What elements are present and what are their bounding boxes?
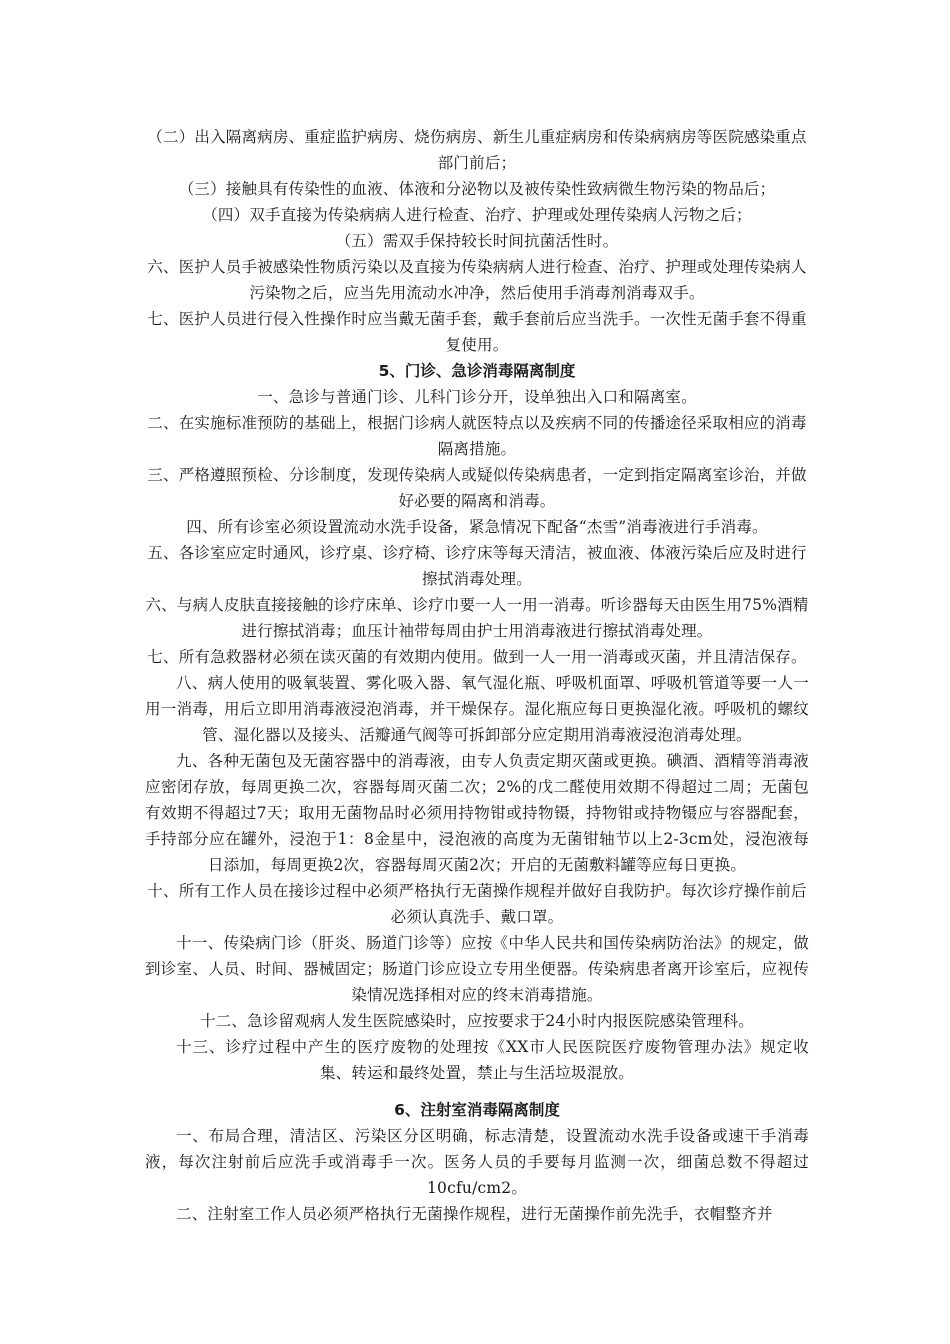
paragraph: 一、布局合理，清洁区、污染区分区明确，标志清楚，设置流动水洗手设备或速干手消毒液，每次注射前后应洗手或消毒手一次。医务人员的手要每月监测一次，细菌总数不得超过10cfu/cm2。 (145, 1127, 809, 1197)
section-heading: 6、注射室消毒隔离制度 (394, 1101, 560, 1119)
paragraph: （三）接触具有传染性的血液、体液和分泌物以及被传染性致病微生物污染的物品后； (178, 180, 776, 198)
paragraph: （四）双手直接为传染病病人进行检查、治疗、护理或处理传染病人污物之后； (202, 206, 752, 224)
paragraph: 十、所有工作人员在接诊过程中必须严格执行无菌操作规程并做好自我防护。每次诊疗操作前后必须认真洗手、戴口罩。 (147, 882, 807, 926)
paragraph: 二、注射室工作人员必须严格执行无菌操作规程，进行无菌操作前先洗手，衣帽整齐并 (176, 1205, 773, 1223)
paragraph: 九、各种无菌包及无菌容器中的消毒液，由专人负责定期灭菌或更换。碘酒、酒精等消毒液应密闭存放，每周更换二次，容器每周灭菌二次；2%的戊二醛使用效期不得超过二周；无菌包有效期不得超过7天；取用无菌物品时必须用持物钳或持物镊，持物钳或持物镊应与容器配套，手持部分应在罐外，浸泡于1：8金星中，浸泡液的高度为无菌钳轴节以上2-3cm处，浸泡液每日添加，每周更换2次，容器每周灭菌2次；开启的无菌敷料罐等应每日更换。 (145, 752, 809, 874)
paragraph: 七、医护人员进行侵入性操作时应当戴无菌手套，戴手套前后应当洗手。一次性无菌手套不得重复使用。 (147, 310, 807, 354)
paragraph: 十二、急诊留观病人发生医院感染时，应按要求于24小时内报医院感染管理科。 (200, 1012, 754, 1030)
paragraph: 一、急诊与普通门诊、儿科门诊分开，设单独出入口和隔离室。 (257, 388, 697, 406)
paragraph: 十三、诊疗过程中产生的医疗废物的处理按《XX市人民医院医疗废物管理办法》规定收集、转运和最终处置，禁止与生活垃圾混放。 (176, 1038, 809, 1082)
paragraph: 六、医护人员手被感染性物质污染以及直接为传染病病人进行检查、治疗、护理或处理传染病人污染物之后，应当先用流动水冲净，然后使用手消毒剂消毒双手。 (147, 258, 807, 302)
paragraph: 八、病人使用的吸氧装置、雾化吸入器、氧气湿化瓶、呼吸机面罩、呼吸机管道等要一人一用一消毒，用后立即用消毒液浸泡消毒，并干燥保存。湿化瓶应每日更换湿化液。呼吸机的螺纹管、湿化器以及接头、活瓣通气阀等可拆卸部分应定期用消毒液浸泡消毒处理。 (145, 674, 809, 744)
section-heading: 5、门诊、急诊消毒隔离制度 (378, 362, 576, 380)
paragraph: （二）出入隔离病房、重症监护病房、烧伤病房、新生儿重症病房和传染病病房等医院感染重点部门前后； (147, 128, 807, 172)
paragraph: 七、所有急救器材必须在读灭菌的有效期内使用。做到一人一用一消毒或灭菌，并且清洁保存。 (147, 648, 807, 666)
paragraph: （五）需双手保持较长时间抗菌活性时。 (335, 232, 619, 250)
hand-hygiene-continued (145, 124, 809, 358)
paragraph: 二、在实施标准预防的基础上，根据门诊病人就医特点以及疾病不同的传播途径采取相应的消毒隔离措施。 (147, 414, 807, 458)
section-6 (145, 1097, 809, 1227)
paragraph: 五、各诊室应定时通风，诊疗桌、诊疗椅、诊疗床等每天清洁，被血液、体液污染后应及时进行擦拭消毒处理。 (147, 544, 807, 588)
paragraph: 四、所有诊室必须设置流动水洗手设备，紧急情况下配备“杰雪”消毒液进行手消毒。 (186, 518, 768, 536)
paragraph: 六、与病人皮肤直接接触的诊疗床单、诊疗巾要一人一用一消毒。听诊器每天由医生用75%酒精进行擦拭消毒；血压计袖带每周由护士用消毒液进行擦拭消毒处理。 (145, 596, 809, 640)
paragraph: 三、严格遵照预检、分诊制度，发现传染病人或疑似传染病患者，一定到指定隔离室诊治，并做好必要的隔离和消毒。 (147, 466, 807, 510)
paragraph: 十一、传染病门诊（肝炎、肠道门诊等）应按《中华人民共和国传染病防治法》的规定，做到诊室、人员、时间、器械固定；肠道门诊应设立专用坐便器。传染病患者离开诊室后，应视传染情况选择相对应的终末消毒措施。 (145, 934, 809, 1004)
section-5 (145, 358, 809, 1086)
